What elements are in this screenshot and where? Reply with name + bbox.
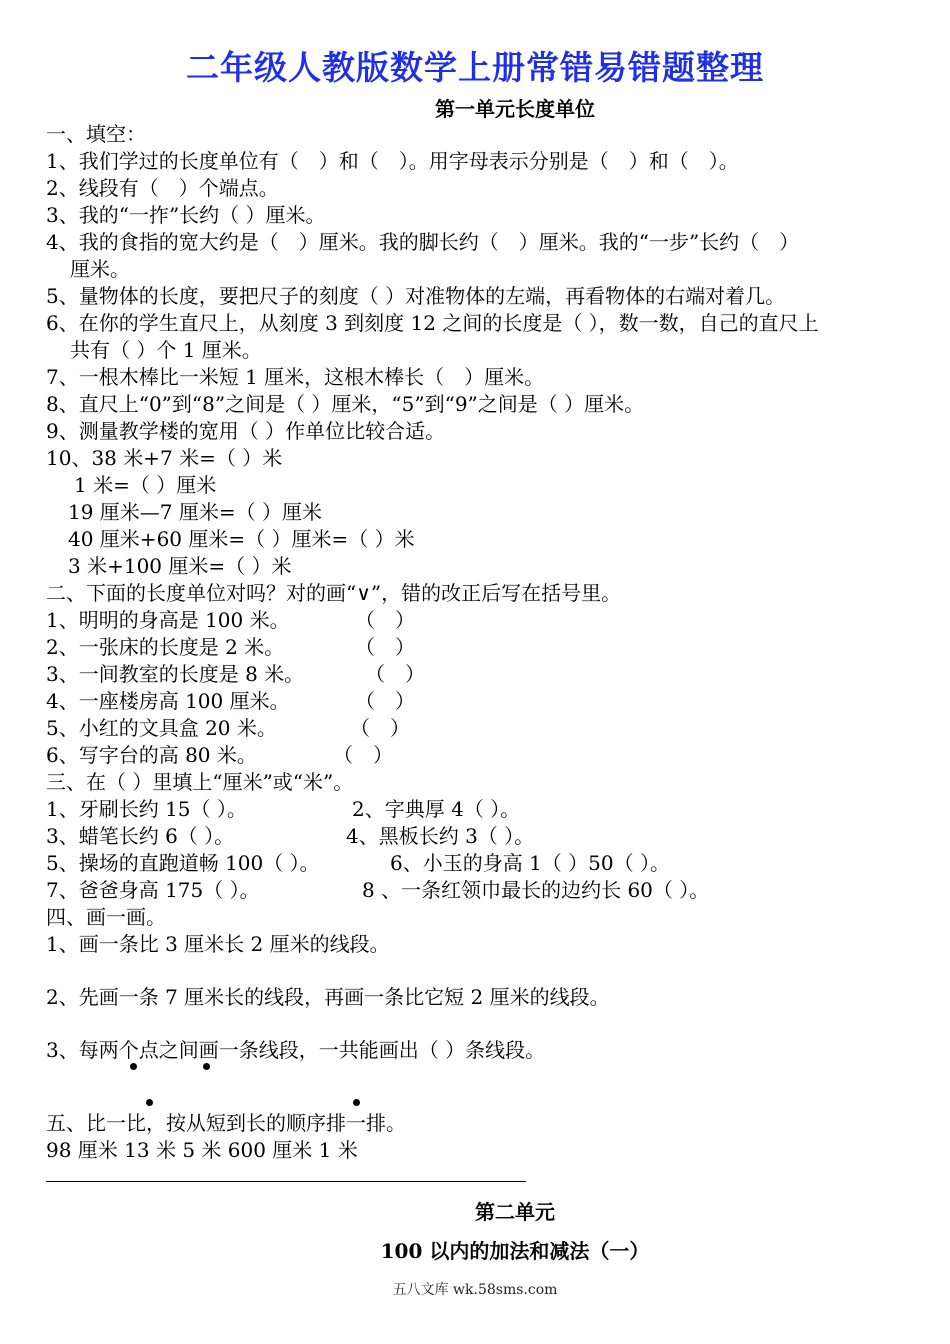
section-2-heading: 二、下面的长度单位对吗？对的画“∨”，错的改正后写在括号里。: [46, 581, 622, 605]
section-4-heading: 四、画一画。: [46, 905, 166, 929]
question-line: 4、我的食指的宽大约是（ ）厘米。我的脚长约（ ）厘米。我的“一步”长约（ ）: [46, 230, 800, 254]
question-line: 7、一根木棒比一米短 1 厘米，这根木棒长（ ）厘米。: [46, 365, 545, 389]
question-line: 1、画一条比 3 厘米长 2 厘米的线段。: [46, 932, 390, 956]
question-line: 6、写字台的高 80 米。: [46, 743, 257, 767]
question-line: 3 米+100 厘米=（ ）米: [68, 554, 292, 578]
question-line: 4、黑板长约 3（ ）。: [346, 824, 535, 848]
question-line: 3、我的“一拃”长约（ ）厘米。: [46, 203, 326, 227]
question-line: 10、38 米+7 米=（ ）米: [46, 446, 283, 470]
question-line: 2、先画一条 7 厘米长的线段，再画一条比它短 2 厘米的线段。: [46, 985, 610, 1009]
question-line: 19 厘米—7 厘米=（ ）厘米: [68, 500, 323, 524]
unit-1-heading: 第一单元长度单位: [435, 97, 595, 121]
drawing-point: [353, 1099, 360, 1106]
question-line: 1、明明的身高是 100 米。: [46, 608, 290, 632]
answer-bracket: （ ）: [350, 716, 410, 740]
answer-bracket: （ ）: [355, 608, 415, 632]
question-line: 1、牙刷长约 15（ ）。: [46, 797, 247, 821]
question-line: 共有（ ）个 1 厘米。: [70, 338, 262, 362]
question-line: 3、一间教室的长度是 8 米。: [46, 662, 305, 686]
drawing-point: [130, 1063, 137, 1070]
answer-bracket: （ ）: [333, 743, 393, 767]
question-line: 5、操场的直跑道畅 100（ ）。: [46, 851, 320, 875]
answer-bracket: （ ）: [355, 689, 415, 713]
question-line: 5、小红的文具盒 20 米。: [46, 716, 277, 740]
question-line: 98 厘米 13 米 5 米 600 厘米 1 米: [46, 1138, 358, 1162]
drawing-point: [203, 1063, 210, 1070]
question-line: 2、线段有（ ）个端点。: [46, 176, 279, 200]
question-line: 2、字典厚 4（ ）。: [352, 797, 521, 821]
question-line: 8、直尺上“0”到“8”之间是（ ）厘米，“5”到“9”之间是（ ）厘米。: [46, 392, 645, 416]
divider: [46, 1181, 526, 1182]
unit-2-subheading: 100 以内的加法和减法（一）: [380, 1239, 650, 1263]
drawing-point: [146, 1099, 153, 1106]
question-line: 5、量物体的长度，要把尺子的刻度（ ）对准物体的左端，再看物体的右端对着几。: [46, 284, 786, 308]
question-line: 6、在你的学生直尺上，从刻度 3 到刻度 12 之间的长度是（ ），数一数，自己的直尺上: [46, 311, 819, 335]
question-line: 9、测量教学楼的宽用（ ）作单位比较合适。: [46, 419, 446, 443]
page-title: 二年级人教版数学上册常错易错题整理: [186, 48, 764, 87]
question-line: 4、一座楼房高 100 厘米。: [46, 689, 290, 713]
question-line: 7、爸爸身高 175（ ）。: [46, 878, 260, 902]
question-line: 3、每两个点之间画一条线段，一共能画出（ ）条线段。: [46, 1038, 546, 1062]
question-line: 6、小玉的身高 1（ ）50（ ）。: [390, 851, 670, 875]
answer-bracket: （ ）: [365, 662, 425, 686]
question-line: 3、蜡笔长约 6（ ）。: [46, 824, 235, 848]
section-1-heading: 一、填空：: [46, 122, 146, 146]
footer-watermark: 五八文库 wk.58sms.com: [392, 1282, 558, 1298]
question-line: 1 米=（ ）厘米: [74, 473, 217, 497]
answer-bracket: （ ）: [355, 635, 415, 659]
question-line: 1、我们学过的长度单位有（ ）和（ ）。用字母表示分别是（ ）和（ ）。: [46, 149, 739, 173]
question-line: 厘米。: [70, 257, 130, 281]
question-line: 2、一张床的长度是 2 米。: [46, 635, 285, 659]
section-5-heading: 五、比一比，按从短到长的顺序排一排。: [46, 1111, 406, 1135]
unit-2-heading: 第二单元: [475, 1200, 555, 1224]
question-line: 40 厘米+60 厘米=（ ）厘米=（ ）米: [68, 527, 415, 551]
question-line: 8 、一条红领巾最长的边约长 60（ ）。: [362, 878, 710, 902]
section-3-heading: 三、在（ ）里填上“厘米”或“米”。: [46, 770, 354, 794]
